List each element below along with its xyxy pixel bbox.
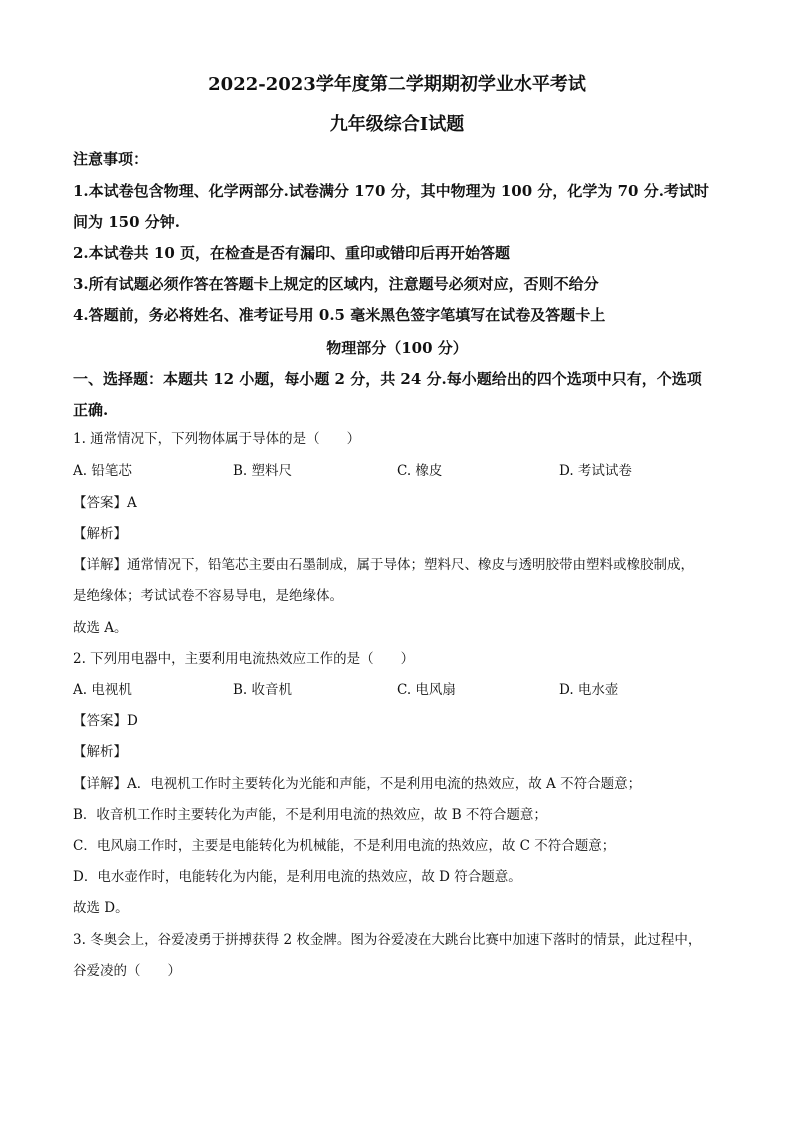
q2-detail-a: 【详解】A．电视机工作时主要转化为光能和声能，不是利用电流的热效应，故 A 不符合题意； bbox=[73, 776, 642, 792]
q2-option-a: A. 电视机 bbox=[73, 682, 132, 698]
q1-answer: 【答案】A bbox=[73, 495, 137, 511]
q1-option-b: B. 塑料尺 bbox=[233, 463, 293, 479]
q2-analysis-label: 【解析】 bbox=[73, 744, 127, 760]
notice-item-1: 1.本试卷包含物理、化学两部分.试卷满分 170 分，其中物理为 100 分，化学为 70 分.考试时 bbox=[73, 182, 709, 200]
question-2-stem: 2. 下列用电器中，主要利用电流热效应工作的是（ ） bbox=[73, 651, 415, 667]
notice-heading: 注意事项： bbox=[73, 150, 149, 168]
section-title: 物理部分（100 分） bbox=[326, 339, 468, 357]
notice-item-3: 3.所有试题必须作答在答题卡上规定的区域内，注意题号必须对应，否则不给分 bbox=[73, 275, 599, 293]
q2-option-b: B. 收音机 bbox=[233, 682, 293, 698]
q2-option-d: D. 电水壶 bbox=[559, 682, 619, 698]
exam-subtitle: 九年级综合Ⅰ试题 bbox=[329, 114, 465, 135]
q1-option-d: D. 考试试卷 bbox=[559, 463, 632, 479]
q2-detail-d: D．电水壶作时，电能转化为内能，是利用电流的热效应，故 D 符合题意。 bbox=[73, 869, 522, 885]
q1-option-c: C. 橡皮 bbox=[397, 463, 443, 479]
notice-item-4: 4.答题前，务必将姓名、准考证号用 0.5 毫米黑色签字笔填写在试卷及答题卡上 bbox=[73, 306, 606, 324]
section-instructions-cont: 正确. bbox=[73, 401, 109, 419]
exam-title: 2022-2023学年度第二学期期初学业水平考试 bbox=[208, 74, 586, 95]
q1-option-a: A. 铅笔芯 bbox=[73, 463, 132, 479]
q1-detail-cont: 是绝缘体；考试试卷不容易导电，是绝缘体。 bbox=[73, 588, 343, 604]
section-instructions: 一、选择题：本题共 12 小题，每小题 2 分，共 24 分.每小题给出的四个选项中只有，个选项 bbox=[73, 370, 702, 388]
q2-detail-c: C．电风扇工作时，主要是电能转化为机械能，不是利用电流的热效应，故 C 不符合题意； bbox=[73, 838, 616, 854]
q2-option-c: C. 电风扇 bbox=[397, 682, 456, 698]
q2-answer: 【答案】D bbox=[73, 713, 138, 729]
q1-detail: 【详解】通常情况下，铅笔芯主要由石墨制成，属于导体；塑料尺、橡皮与透明胶带由塑料或橡胶制成， bbox=[73, 557, 694, 573]
q2-conclusion: 故选 D。 bbox=[73, 900, 129, 916]
q2-detail-b: B．收音机工作时主要转化为声能，不是利用电流的热效应，故 B 不符合题意； bbox=[73, 807, 547, 823]
question-1-stem: 1. 通常情况下，下列物体属于导体的是（ ） bbox=[73, 431, 361, 447]
notice-item-2: 2.本试卷共 10 页，在检查是否有漏印、重印或错印后再开始答题 bbox=[73, 244, 510, 262]
q1-analysis-label: 【解析】 bbox=[73, 526, 127, 542]
notice-item-1-cont: 间为 150 分钟. bbox=[73, 213, 180, 231]
question-3-stem-cont: 谷爱凌的（ ） bbox=[73, 963, 181, 979]
q1-conclusion: 故选 A。 bbox=[73, 620, 128, 636]
question-3-stem: 3. 冬奥会上，谷爱凌勇于拼搏获得 2 枚金牌。图为谷爱凌在大跳台比赛中加速下落时的情景，此过程中， bbox=[73, 932, 702, 948]
